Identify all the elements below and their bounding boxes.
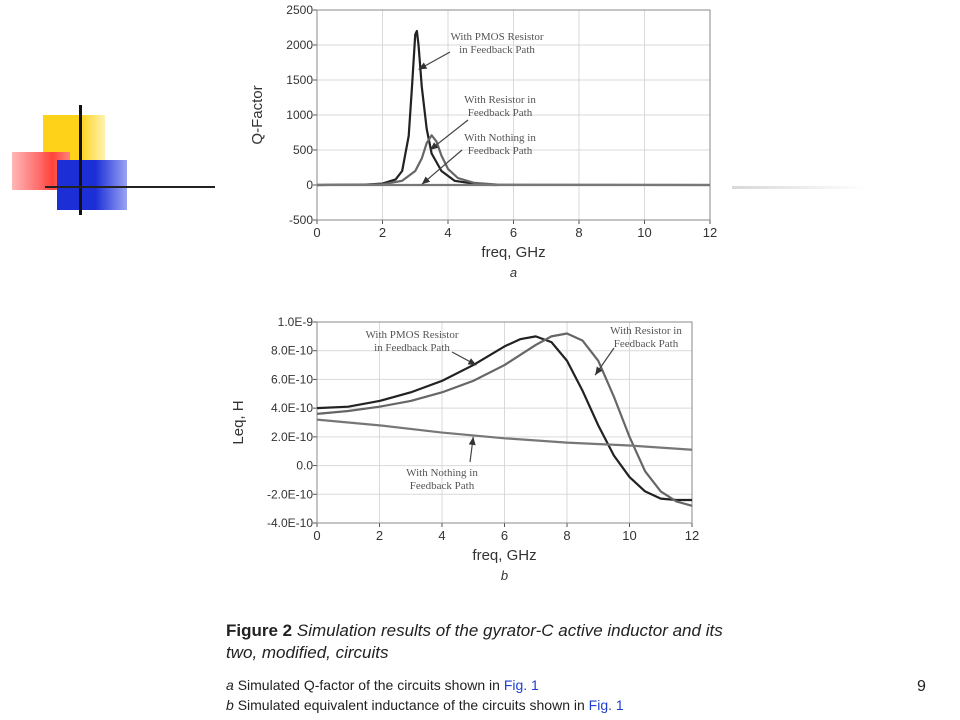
panel-label: a [509, 265, 518, 280]
y-tick-label: 8.0E-10 [270, 343, 313, 358]
y-tick-label: 1500 [286, 73, 313, 87]
x-tick-label: 8 [575, 225, 583, 240]
x-tick-label: 2 [378, 225, 387, 240]
annotation-text: Feedback Path [467, 107, 533, 119]
y-tick-label: 0 [306, 178, 313, 192]
figure-reference-link[interactable]: Fig. 1 [503, 677, 539, 693]
x-tick-label: 2 [375, 528, 384, 543]
figure-caption [226, 620, 746, 664]
annotation-text: With Nothing in [464, 132, 536, 144]
annotation-text: With Resistor in [610, 325, 682, 337]
annotation-text: With Resistor in [464, 94, 536, 106]
y-axis-label: Q-Factor [249, 85, 266, 145]
x-tick-label: 10 [622, 528, 637, 543]
y-tick-label: -500 [288, 213, 313, 227]
x-tick-label: 6 [509, 225, 518, 240]
y-tick-label: 500 [292, 143, 313, 157]
annotation-label [450, 31, 543, 56]
caption-item-text: Simulated equivalent inductance of the circuits shown in [237, 697, 585, 713]
y-tick-label: -4.0E-10 [266, 516, 313, 530]
annotation-text: in Feedback Path [459, 44, 535, 56]
annotation-text: Feedback Path [467, 145, 533, 157]
figure-text: Simulation results of the gyrator-C active inductor and its two, modified, circuits [226, 621, 723, 662]
y-tick-label: 2500 [286, 3, 313, 17]
figure-reference-link[interactable]: Fig. 1 [588, 697, 624, 713]
y-tick-label: 2.0E-10 [270, 429, 313, 444]
y-tick-label: 2000 [286, 38, 313, 52]
annotation-label [464, 94, 536, 119]
annotation-text: With Nothing in [406, 467, 478, 479]
caption-item-text: Simulated Q-factor of the circuits shown in [237, 677, 500, 693]
x-axis-label: freq, GHz [472, 547, 537, 564]
x-tick-label: 12 [684, 528, 700, 543]
annotation-text: With PMOS Resistor [365, 329, 459, 341]
annotation-text: in Feedback Path [374, 342, 450, 354]
x-tick-label: 4 [444, 225, 452, 240]
annotation-label [464, 132, 536, 157]
y-tick-label: -2.0E-10 [266, 487, 313, 502]
caption-item-a [226, 676, 539, 694]
panel-label: b [500, 568, 509, 583]
y-tick-label: 1.0E-9 [277, 315, 313, 329]
x-tick-label: 0 [313, 528, 321, 543]
x-axis-label: freq, GHz [481, 244, 546, 261]
annotation-text: Feedback Path [613, 338, 679, 350]
figure-label: Figure 2 [226, 621, 293, 640]
x-tick-label: 10 [637, 225, 652, 240]
annotation-text: Feedback Path [409, 480, 475, 492]
page-number: 9 [917, 678, 926, 695]
x-tick-label: 6 [500, 528, 509, 543]
y-tick-label: 6.0E-10 [270, 372, 313, 387]
caption-item-b [226, 696, 624, 714]
x-tick-label: 4 [438, 528, 446, 543]
caption-item-letter: a [226, 677, 234, 693]
annotation-text: With PMOS Resistor [450, 31, 544, 43]
y-axis-label: Leq, H [230, 400, 247, 445]
x-tick-label: 0 [313, 225, 321, 240]
y-tick-label: 1000 [286, 108, 313, 122]
y-tick-label: 0.0 [296, 458, 313, 473]
caption-item-letter: b [226, 697, 234, 713]
x-tick-label: 12 [702, 225, 718, 240]
x-tick-label: 8 [563, 528, 571, 543]
y-tick-label: 4.0E-10 [270, 401, 313, 416]
